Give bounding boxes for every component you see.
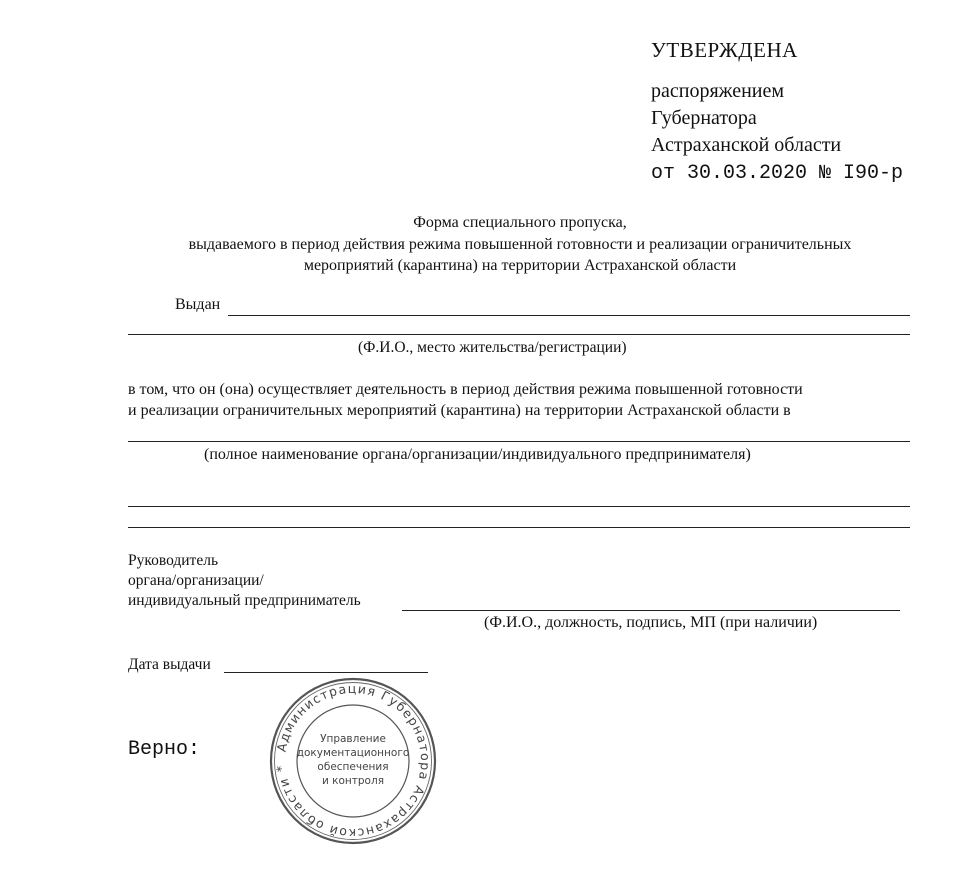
approval-line-1: распоряжением (651, 80, 785, 102)
issued-field[interactable] (228, 315, 910, 316)
date-field[interactable] (224, 672, 428, 673)
stamp-ring-text: Администрация Губернатора Астраханской области * (273, 680, 434, 842)
stamp-center-line-4: и контроля (321, 775, 385, 787)
head-signature-field[interactable] (402, 610, 900, 611)
head-caption: (Ф.И.О., должность, подпись, МП (при наличии) (484, 614, 818, 631)
certified-label: Верно: (128, 738, 201, 761)
org-field-line-2[interactable] (128, 506, 910, 507)
date-label: Дата выдачи (128, 656, 211, 673)
org-field[interactable] (128, 441, 910, 442)
stamp-center-line-2: документационного (296, 747, 410, 759)
approval-date-line: от 30.03.2020 № I90-р (651, 162, 904, 185)
issued-caption: (Ф.И.О., место жительства/регистрации) (358, 339, 627, 356)
head-line-1: Руководитель (128, 552, 219, 569)
issued-field-line-2[interactable] (128, 334, 910, 335)
head-line-2: органа/организации/ (128, 572, 264, 589)
stamp-center-line-3: обеспечения (317, 761, 389, 773)
approval-title: УТВЕРЖДЕНА (651, 38, 798, 62)
activity-line-2: и реализации ограничительных мероприятий (карантина) на территории Астраханской области в (128, 402, 791, 419)
official-stamp (268, 676, 438, 846)
form-title-line-2: выдаваемого в период действия режима повышенной готовности и реализации ограничительных (188, 236, 852, 253)
stamp-center-line-1: Управление (320, 733, 386, 745)
form-title-line-1: Форма специального пропуска, (413, 214, 627, 231)
org-caption: (полное наименование органа/организации/индивидуального предпринимателя) (204, 446, 751, 463)
issued-label: Выдан (175, 296, 221, 313)
head-line-3: индивидуальный предприниматель (128, 592, 361, 609)
activity-line-1: в том, что он (она) осуществляет деятельность в период действия режима повышенной готовности (128, 381, 803, 398)
form-title-line-3: мероприятий (карантина) на территории Астраханской области (303, 257, 737, 274)
org-field-line-3[interactable] (128, 527, 910, 528)
approval-line-2: Губернатора (651, 107, 757, 129)
approval-line-3: Астраханской области (651, 134, 842, 156)
